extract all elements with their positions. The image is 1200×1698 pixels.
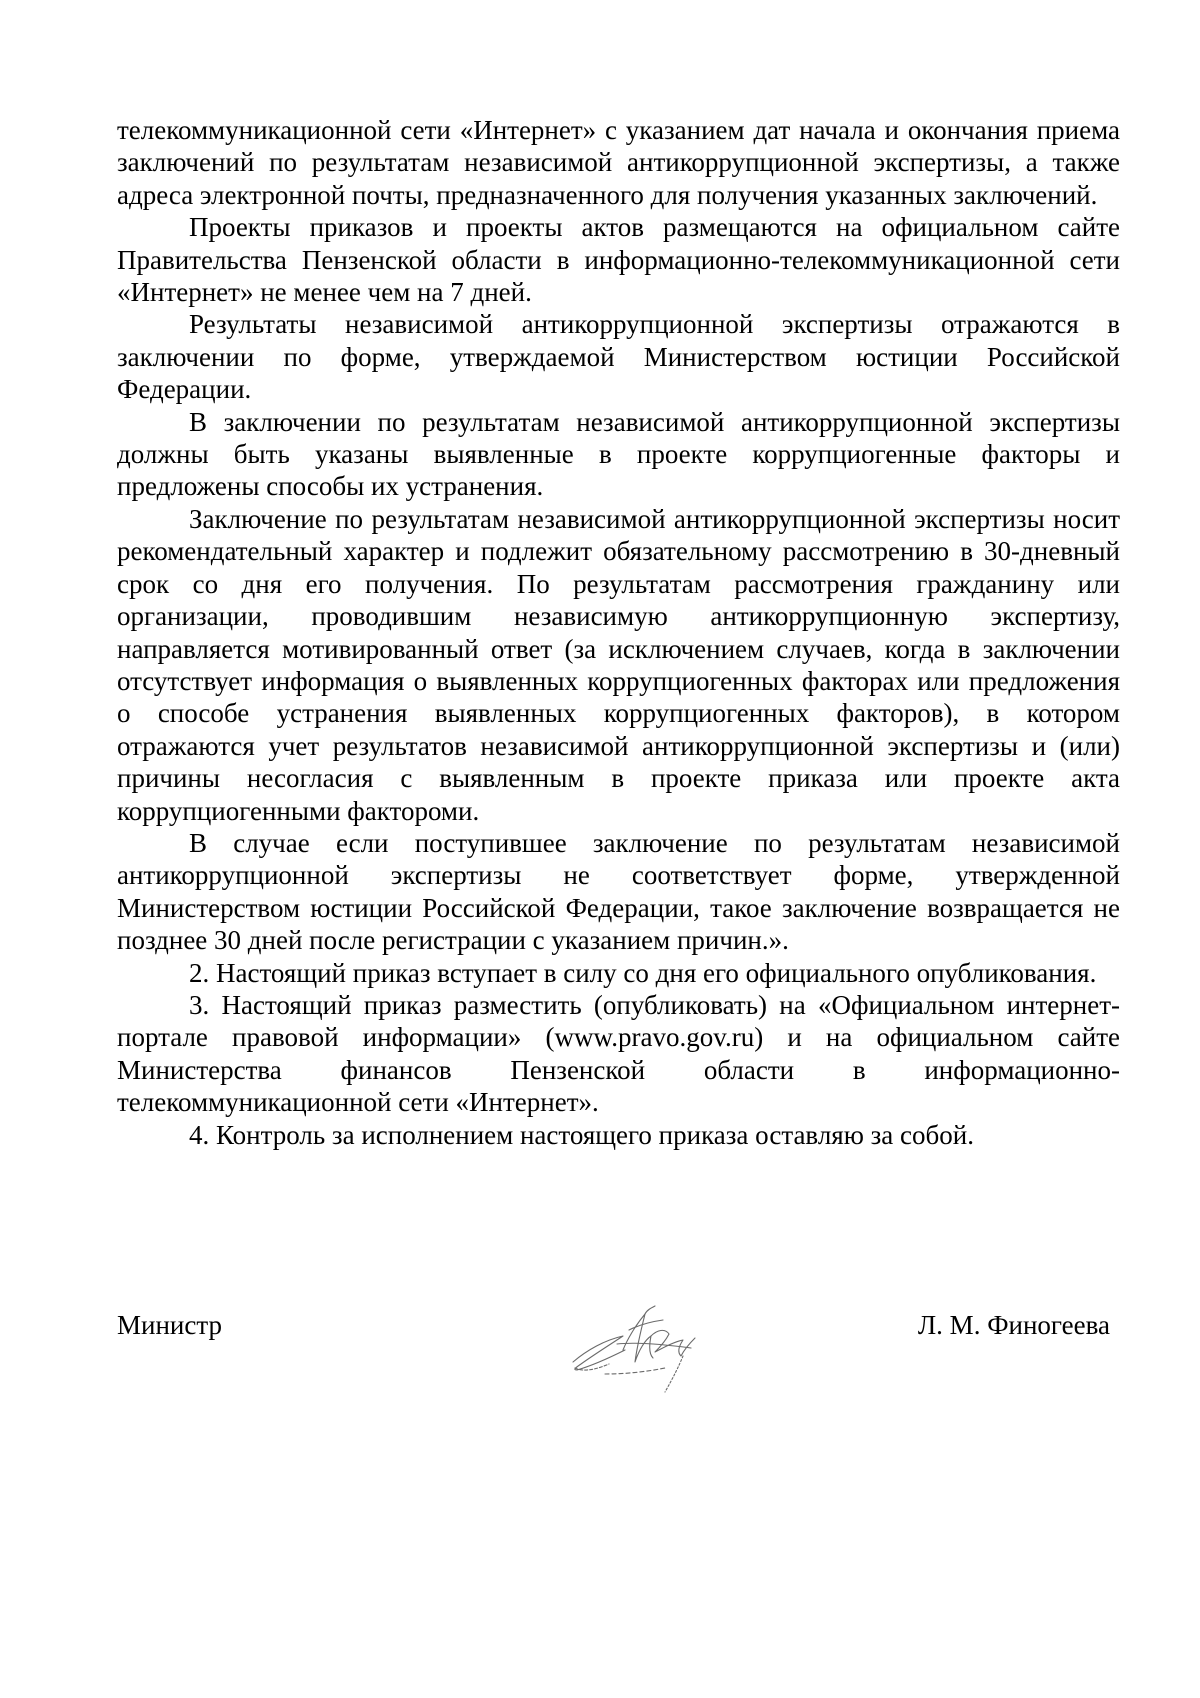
signatory-name: Л. М. Финогеева [917,1310,1110,1340]
paragraph-3: Результаты независимой антикоррупционной экспертизы отражаются в заключении по форме, утверждаемой Министерством юстиции Российской Федерации. [117,309,1120,405]
clause-2: 2. Настоящий приказ вступает в силу со дня его официального опубликования. [189,957,1097,988]
document-body [117,114,1120,1151]
paragraph-4: В заключении по результатам независимой антикоррупционной экспертизы должны быть указаны выявленные в проекте коррупциогенные факторы и предложены способы их устранения. [117,406,1120,502]
handwritten-signature [565,1300,715,1405]
paragraph-1: телекоммуникационной сети «Интернет» с указанием дат начала и окончания приема заключений по результатам независимой антикоррупционной экспертизы, а также адреса электронной почты, предназначенного для получения указанных заключений. [117,115,1120,210]
signatory-position: Министр [117,1310,222,1340]
paragraph-6: В случае если поступившее заключение по результатам независимой антикоррупционной экспертизы не соответствует форме, утвержденной Министерством юстиции Российской Федерации, такое заключение возвращается не позднее 30 дней после регистрации с указанием причин.». [117,827,1120,956]
clause-3: 3. Настоящий приказ разместить (опубликовать) на «Официальном интернет-портале правовой информации» (www.pravo.gov.ru) и на официальном сайте Министерства финансов Пензенской области в информационно-телекоммуникационной сети «Интернет». [117,989,1120,1118]
paragraph-2: Проекты приказов и проекты актов размещаются на официальном сайте Правительства Пензенской области в информационно-телекоммуникационной сети «Интернет» не менее чем на 7 дней. [117,212,1120,308]
clause-4: 4. Контроль за исполнением настоящего приказа оставляю за собой. [189,1119,974,1150]
signature-block [117,1300,1120,1420]
paragraph-5: Заключение по результатам независимой антикоррупционной экспертизы носит рекомендательный характер и подлежит обязательному рассмотрению в 30-дневный срок со дня его получения. По результатам рассмотрения гражданину или организации, проводившим независимую антикоррупционную экспертизу, направляется мотивированный ответ (за исключением случаев, когда в заключении отсутствует информация о выявленных коррупциогенных факторах или предложения о способе устранения выявленных коррупциогенных факторов), в котором отражаются учет результатов независимой антикоррупционной экспертизы и (или) причины несогласия с выявленным в проекте приказа или проекте акта коррупциогенными фактороми. [117,503,1120,826]
